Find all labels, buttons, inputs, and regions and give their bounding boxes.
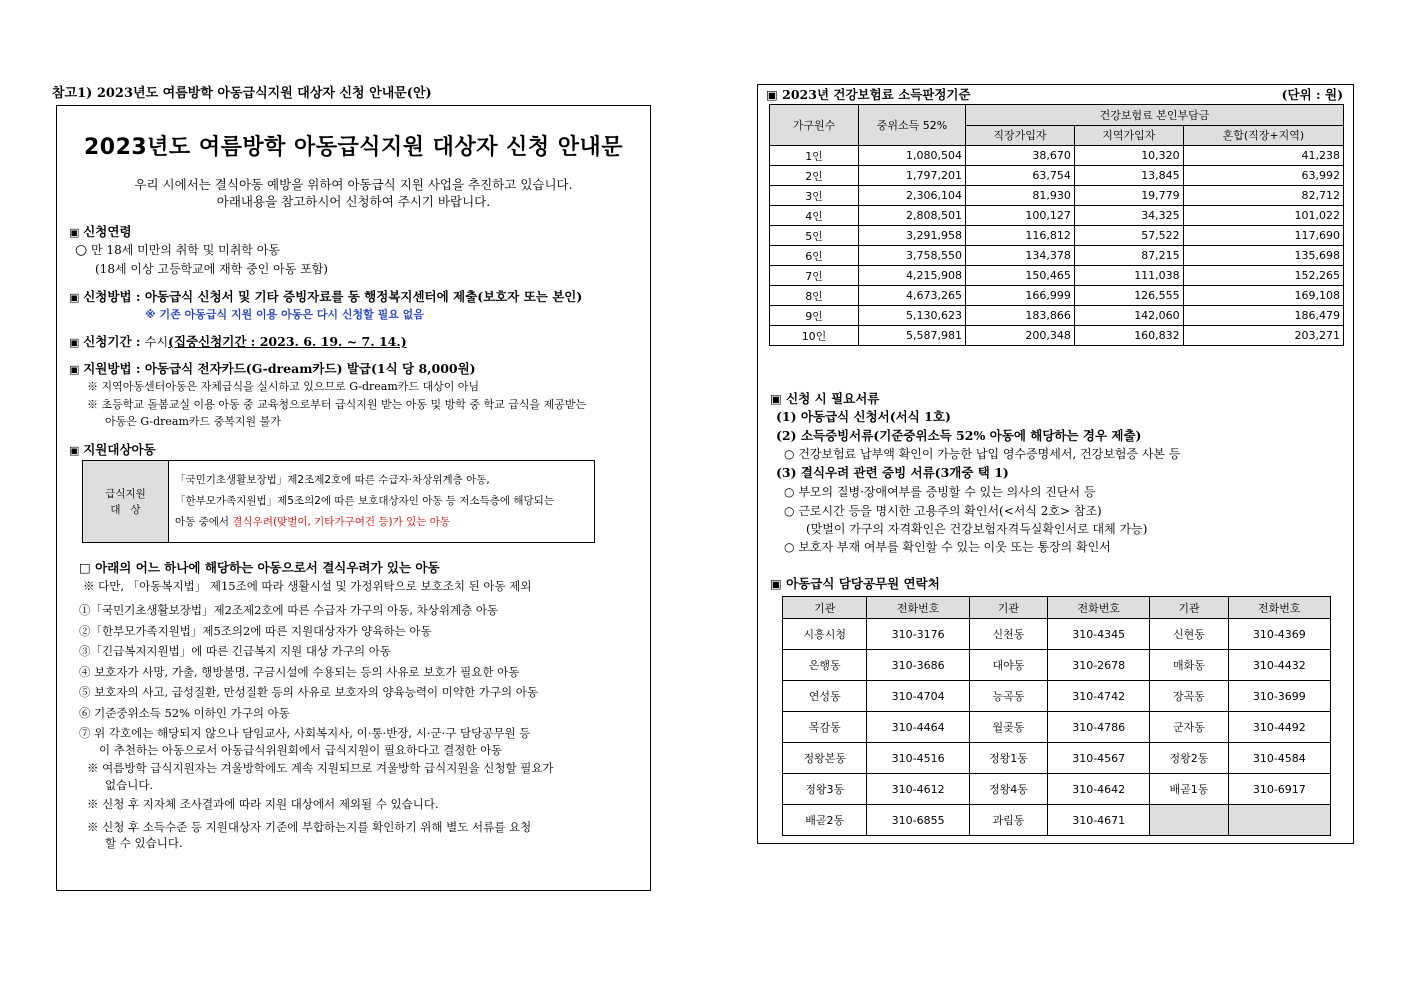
list-note-3b: 할 수 있습니다. xyxy=(105,836,183,850)
support-section: ▣ 지원방법 : 아동급식 전자카드(G-dream카드) 발급(1식 당 8,000원) xyxy=(69,361,476,376)
age-note: (18세 이상 고등학교에 재학 중인 아동 포함) xyxy=(95,262,328,276)
list-note-3a: ※ 신청 후 소득수준 등 지원대상자 기준에 부합하는지를 확인하기 위해 별도 서류를 요청 xyxy=(87,820,532,834)
contacts-header-cell: 전화번호 xyxy=(1048,597,1150,619)
phone-cell xyxy=(1228,805,1330,836)
contacts-row xyxy=(783,681,1331,712)
target-section-header: ▣ 지원대상아동 xyxy=(69,442,156,457)
amount-cell: 116,812 xyxy=(966,226,1075,246)
household-cell: 2인 xyxy=(770,166,859,186)
list-header: □ 아래의 어느 하나에 해당하는 아동으로서 결식우려가 있는 아동 xyxy=(79,560,440,575)
list-item-5: ⑤ 보호자의 사고, 급성질환, 만성질환 등의 사유로 보호자의 양육능력이 미약한 가구의 아동 xyxy=(79,685,538,699)
amount-cell: 126,555 xyxy=(1074,286,1183,306)
header-premium: 건강보험료 본인부담금 xyxy=(966,105,1344,126)
contacts-row xyxy=(783,805,1331,836)
office-cell: 은행동 xyxy=(783,650,867,681)
doc-1: (1) 아동급식 신청서(서식 1호) xyxy=(776,409,951,424)
amount-cell: 142,060 xyxy=(1074,306,1183,326)
doc-2: (2) 소득증빙서류(기준중위소득 52% 아동에 해당하는 경우 제출) xyxy=(776,428,1142,443)
amount-cell: 63,992 xyxy=(1183,166,1343,186)
amount-cell: 166,999 xyxy=(966,286,1075,306)
office-cell: 목감동 xyxy=(783,712,867,743)
left-notice-panel xyxy=(56,105,651,891)
office-cell: 시흥시청 xyxy=(783,619,867,650)
amount-cell: 10,320 xyxy=(1074,146,1183,166)
office-cell: 배곧1동 xyxy=(1150,774,1228,805)
list-item-6: ⑥ 기준중위소득 52% 이하인 가구의 아동 xyxy=(79,706,290,720)
contacts-row xyxy=(783,743,1331,774)
amount-cell: 2,808,501 xyxy=(859,206,966,226)
household-cell: 6인 xyxy=(770,246,859,266)
doc-3d: ○ 보호자 부재 여부를 확인할 수 있는 이웃 또는 통장의 확인서 xyxy=(784,540,1111,554)
amount-cell: 117,690 xyxy=(1183,226,1343,246)
doc-3: (3) 결식우려 관련 증빙 서류(3개중 택 1) xyxy=(776,465,1009,480)
office-cell: 신현동 xyxy=(1150,619,1228,650)
income-row xyxy=(770,306,1344,326)
unit-label: (단위 : 원) xyxy=(1281,87,1343,102)
household-cell: 10인 xyxy=(770,326,859,346)
contacts-header-cell: 기관 xyxy=(969,597,1047,619)
office-cell: 능곡동 xyxy=(969,681,1047,712)
household-cell: 5인 xyxy=(770,226,859,246)
amount-cell: 38,670 xyxy=(966,146,1075,166)
phone-cell: 310-4584 xyxy=(1228,743,1330,774)
doc-3b: ○ 근로시간 등을 명시한 고용주의 확인서(<서식 2호> 참조) xyxy=(784,504,1102,518)
phone-cell: 310-4567 xyxy=(1048,743,1150,774)
amount-cell: 101,022 xyxy=(1183,206,1343,226)
amount-cell: 135,698 xyxy=(1183,246,1343,266)
household-cell: 9인 xyxy=(770,306,859,326)
doc-2a: ○ 건강보험료 납부액 확인이 가능한 납입 영수증명세서, 건강보험증 사본 등 xyxy=(784,447,1181,461)
contacts-header-cell: 기관 xyxy=(783,597,867,619)
list-item-1: ①「국민기초생활보장법」제2조제2호에 따른 수급자 가구의 아동, 차상위계층 아동 xyxy=(79,603,499,617)
amount-cell: 200,348 xyxy=(966,326,1075,346)
office-cell: 매화동 xyxy=(1150,650,1228,681)
doc-3c: (맞벌이 가구의 자격확인은 건강보험자격득실확인서로 대체 가능) xyxy=(806,522,1148,536)
office-cell: 군자동 xyxy=(1150,712,1228,743)
header-employee: 직장가입자 xyxy=(966,125,1075,146)
income-row xyxy=(770,146,1344,166)
amount-cell: 169,108 xyxy=(1183,286,1343,306)
doc-3a: ○ 부모의 질병·장애여부를 증빙할 수 있는 의사의 진단서 등 xyxy=(784,485,1096,499)
income-row xyxy=(770,286,1344,306)
contacts-row xyxy=(783,712,1331,743)
method-section: ▣ 신청방법 : 아동급식 신청서 및 기타 증빙자료를 동 행정복지센터에 제출(보호자 또는 본인) xyxy=(69,289,583,304)
amount-cell: 4,215,908 xyxy=(859,266,966,286)
amount-cell: 81,930 xyxy=(966,186,1075,206)
amount-cell: 4,673,265 xyxy=(859,286,966,306)
phone-cell: 310-4345 xyxy=(1048,619,1150,650)
method-note: ※ 기존 아동급식 지원 이용 아동은 다시 신청할 필요 없음 xyxy=(145,308,424,321)
office-cell: 월곶동 xyxy=(969,712,1047,743)
list-note-1b: 없습니다. xyxy=(105,778,154,792)
phone-cell: 310-2678 xyxy=(1048,650,1150,681)
office-cell: 장곡동 xyxy=(1150,681,1228,712)
phone-cell: 310-6855 xyxy=(867,805,969,836)
target-table xyxy=(82,460,595,543)
office-cell xyxy=(1150,805,1228,836)
household-cell: 4인 xyxy=(770,206,859,226)
amount-cell: 5,587,981 xyxy=(859,326,966,346)
household-cell: 8인 xyxy=(770,286,859,306)
income-row xyxy=(770,266,1344,286)
support-note-2a: ※ 초등학교 돌봄교실 이용 아동 중 교육청으로부터 급식지원 받는 아동 및 방학 중 학교 급식을 제공받는 xyxy=(87,398,587,411)
list-item-4: ④ 보호자가 사망, 가출, 행방불명, 구금시설에 수용되는 등의 사유로 보호가 필요한 아동 xyxy=(79,665,520,679)
amount-cell: 3,758,550 xyxy=(859,246,966,266)
office-cell: 정왕3동 xyxy=(783,774,867,805)
amount-cell: 87,215 xyxy=(1074,246,1183,266)
amount-cell: 160,832 xyxy=(1074,326,1183,346)
list-note-1a: ※ 여름방학 급식지원자는 겨울방학에도 계속 지원되므로 겨울방학 급식지원을 신청할 필요가 xyxy=(87,761,554,775)
office-cell: 대야동 xyxy=(969,650,1047,681)
list-item-2: ②「한부모가족지원법」제5조의2에 따른 지원대상자가 양육하는 아동 xyxy=(79,624,432,638)
list-item-7a: ⑦ 위 각호에는 해당되지 않으나 담임교사, 사회복지사, 이·통·반장, 시·군·구 담당공무원 등 xyxy=(79,726,531,740)
phone-cell: 310-3686 xyxy=(867,650,969,681)
contacts-header: ▣ 아동급식 담당공무원 연락처 xyxy=(770,576,940,591)
office-cell: 연성동 xyxy=(783,681,867,712)
header-median: 중위소득 52% xyxy=(859,105,966,146)
office-cell: 정왕4동 xyxy=(969,774,1047,805)
income-table-title: ▣ 2023년 건강보험료 소득판정기준 xyxy=(766,87,971,102)
income-table xyxy=(769,104,1344,346)
phone-cell: 310-3699 xyxy=(1228,681,1330,712)
list-item-3: ③「긴급복지지원법」에 따른 긴급복지 지원 대상 가구의 아동 xyxy=(79,644,391,658)
amount-cell: 5,130,623 xyxy=(859,306,966,326)
amount-cell: 82,712 xyxy=(1183,186,1343,206)
list-exception: ※ 다만, 「아동복지법」 제15조에 따라 생활시설 및 가정위탁으로 보호조치 된 아동 제외 xyxy=(83,579,532,593)
support-note-1: ※ 지역아동센터아동은 자체급식을 실시하고 있으므로 G-dream카드 대상이 아님 xyxy=(87,380,480,393)
office-cell: 정왕본동 xyxy=(783,743,867,774)
amount-cell: 3,291,958 xyxy=(859,226,966,246)
amount-cell: 203,271 xyxy=(1183,326,1343,346)
right-info-panel xyxy=(757,84,1354,844)
phone-cell: 310-4786 xyxy=(1048,712,1150,743)
notice-title: 2023년도 여름방학 아동급식지원 대상자 신청 안내문 xyxy=(83,135,624,160)
contacts-row xyxy=(783,650,1331,681)
income-row xyxy=(770,246,1344,266)
phone-cell: 310-4742 xyxy=(1048,681,1150,712)
phone-cell: 310-4704 xyxy=(867,681,969,712)
income-row xyxy=(770,226,1344,246)
amount-cell: 150,465 xyxy=(966,266,1075,286)
reference-title: 참고1) 2023년도 여름방학 아동급식지원 대상자 신청 안내문(안) xyxy=(52,86,432,101)
office-cell: 정왕2동 xyxy=(1150,743,1228,774)
amount-cell: 183,866 xyxy=(966,306,1075,326)
office-cell: 과림동 xyxy=(969,805,1047,836)
contacts-header-cell: 기관 xyxy=(1150,597,1228,619)
household-cell: 3인 xyxy=(770,186,859,206)
phone-cell: 310-4516 xyxy=(867,743,969,774)
amount-cell: 2,306,104 xyxy=(859,186,966,206)
phone-cell: 310-4612 xyxy=(867,774,969,805)
amount-cell: 100,127 xyxy=(966,206,1075,226)
header-household: 가구원수 xyxy=(770,105,859,146)
household-cell: 1인 xyxy=(770,146,859,166)
phone-cell: 310-6917 xyxy=(1228,774,1330,805)
phone-cell: 310-4671 xyxy=(1048,805,1150,836)
household-cell: 7인 xyxy=(770,266,859,286)
contacts-header-cell: 전화번호 xyxy=(867,597,969,619)
income-row xyxy=(770,186,1344,206)
phone-cell: 310-4464 xyxy=(867,712,969,743)
target-label-cell: 급식지원 대 상 xyxy=(83,461,169,543)
phone-cell: 310-4369 xyxy=(1228,619,1330,650)
amount-cell: 41,238 xyxy=(1183,146,1343,166)
amount-cell: 134,378 xyxy=(966,246,1075,266)
amount-cell: 111,038 xyxy=(1074,266,1183,286)
amount-cell: 152,265 xyxy=(1183,266,1343,286)
age-section-header: ▣ 신청연령 xyxy=(69,224,132,239)
amount-cell: 63,754 xyxy=(966,166,1075,186)
support-note-2b: 아동은 G-dream카드 중복지원 불가 xyxy=(105,415,281,428)
age-bullet: ○ 만 18세 미만의 취학 및 미취학 아동 xyxy=(75,242,280,258)
income-row xyxy=(770,166,1344,186)
amount-cell: 1,797,201 xyxy=(859,166,966,186)
header-regional: 지역가입자 xyxy=(1074,125,1183,146)
amount-cell: 13,845 xyxy=(1074,166,1183,186)
contacts-header-cell: 전화번호 xyxy=(1228,597,1330,619)
amount-cell: 186,479 xyxy=(1183,306,1343,326)
contacts-table xyxy=(782,596,1331,836)
phone-cell: 310-4492 xyxy=(1228,712,1330,743)
intro-text: 우리 시에서는 결식아동 예방을 위하여 아동급식 지원 사업을 추진하고 있습니다. 아래내용을 참고하시어 신청하여 주시기 바랍니다. xyxy=(134,177,573,209)
target-description-cell: 「국민기초생활보장법」제2조제2호에 따른 수급자·차상위계층 아동, 「한부모가족지원법」제5조의2에 따른 보호대상자인 아동 등 저소득층에 해당되는 아동 중에서 결식우려(맞벌이, 기타가구여건 등)가 있는 아동 xyxy=(169,461,595,543)
amount-cell: 34,325 xyxy=(1074,206,1183,226)
income-row xyxy=(770,326,1344,346)
docs-header: ▣ 신청 시 필요서류 xyxy=(770,391,880,406)
office-cell: 신천동 xyxy=(969,619,1047,650)
period-section: ▣ 신청기간 : 수시(집중신청기간 : 2023. 6. 19. ~ 7. 14.) xyxy=(69,334,407,349)
phone-cell: 310-3176 xyxy=(867,619,969,650)
office-cell: 정왕1동 xyxy=(969,743,1047,774)
contacts-row xyxy=(783,774,1331,805)
amount-cell: 1,080,504 xyxy=(859,146,966,166)
income-row xyxy=(770,206,1344,226)
list-item-7b: 이 추천하는 아동으로서 아동급식위원회에서 급식지원이 필요하다고 결정한 아동 xyxy=(99,743,503,757)
amount-cell: 57,522 xyxy=(1074,226,1183,246)
header-mixed: 혼합(직장+지역) xyxy=(1183,125,1343,146)
list-note-2: ※ 신청 후 지자체 조사결과에 따라 지원 대상에서 제외될 수 있습니다. xyxy=(87,797,439,811)
phone-cell: 310-4642 xyxy=(1048,774,1150,805)
phone-cell: 310-4432 xyxy=(1228,650,1330,681)
office-cell: 배곧2동 xyxy=(783,805,867,836)
amount-cell: 19,779 xyxy=(1074,186,1183,206)
contacts-row xyxy=(783,619,1331,650)
